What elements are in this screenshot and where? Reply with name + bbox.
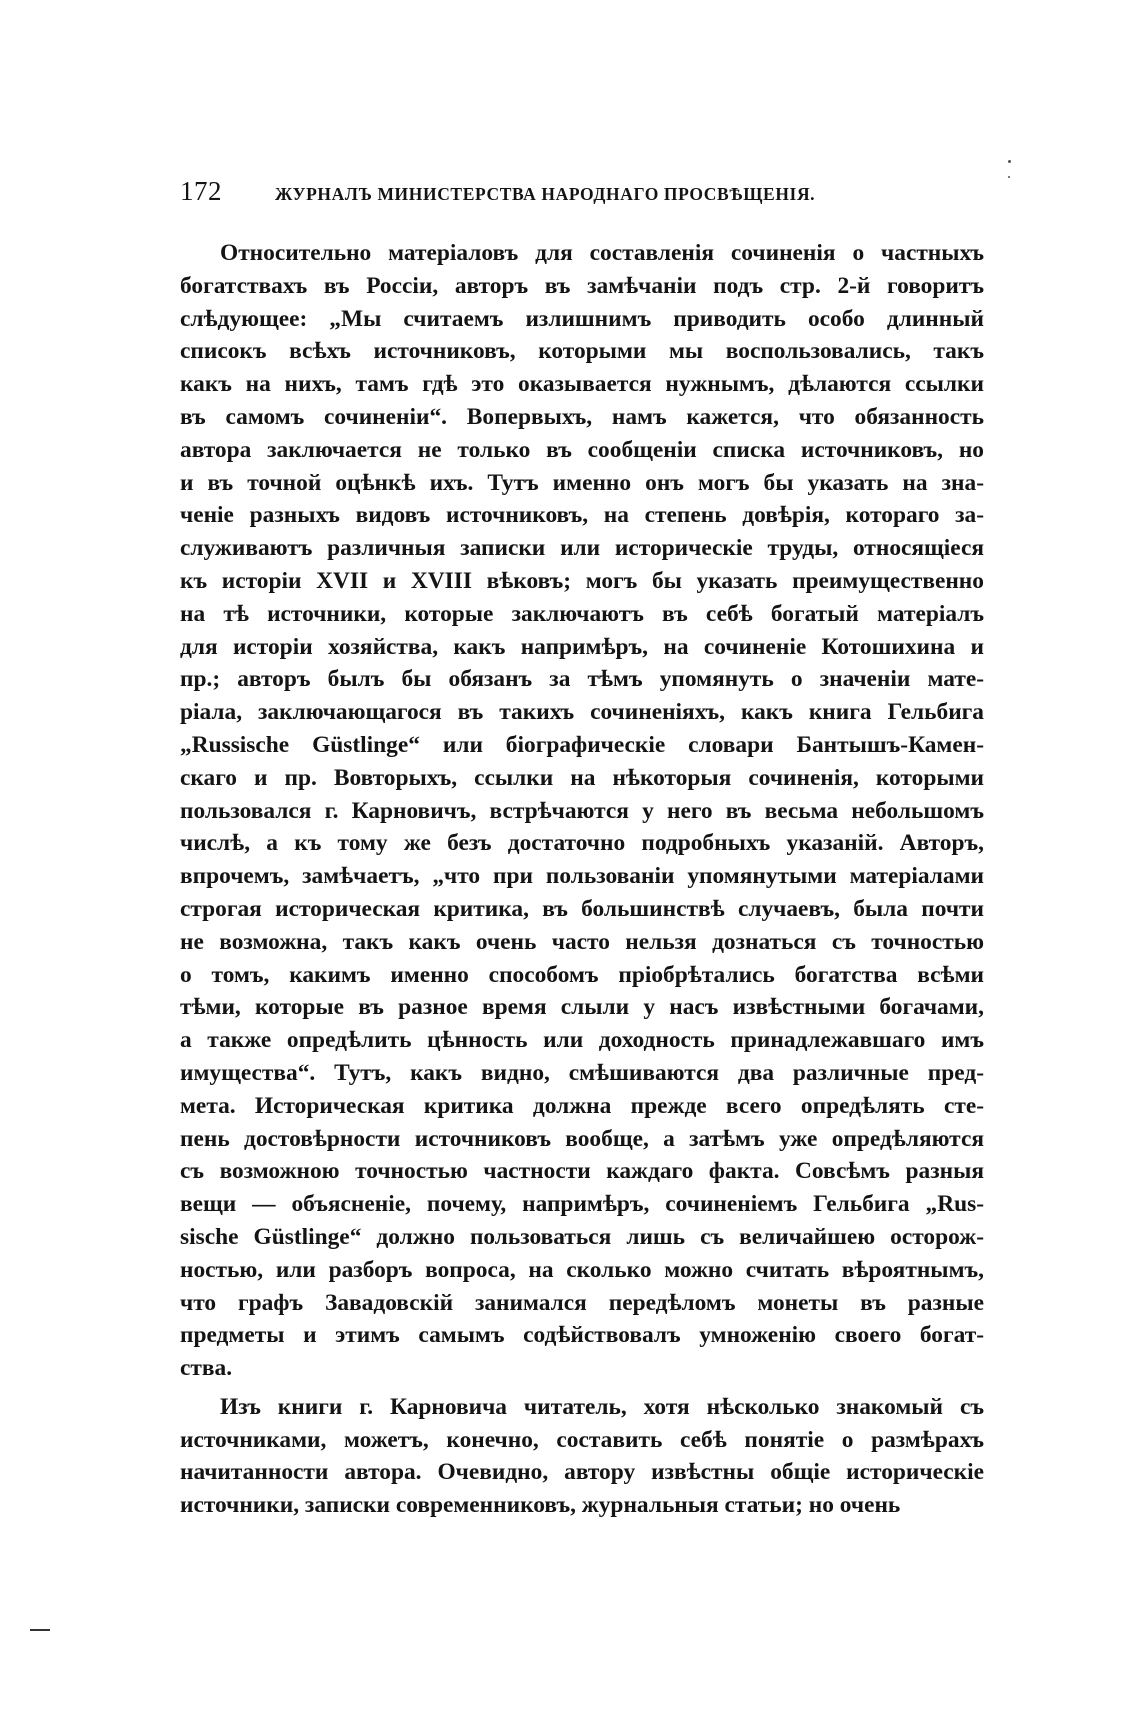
text-line: не возможна, такъ какъ очень часто нельзя дознаться съ точностью [180, 928, 984, 955]
text-line: пр.; авторъ былъ бы обязанъ за тѣмъ упомянуть о значеніи мате- [180, 666, 984, 693]
text-line: къ исторіи XVII и XVIII вѣковъ; могъ бы указать преимущественно [180, 567, 984, 594]
text-line: списокъ всѣхъ источниковъ, которыми мы воспользовались, такъ [180, 338, 984, 365]
print-speck [1008, 176, 1010, 178]
text-line: и въ точной оцѣнкѣ ихъ. Тутъ именно онъ могъ бы указать на зна- [180, 469, 984, 496]
text-line: Относительно матеріаловъ для составленія сочиненія о частныхъ [220, 240, 984, 266]
paragraph [180, 237, 984, 1385]
text-line: предметы и этимъ самымъ содѣйствовалъ умноженію своего богат- [180, 1322, 984, 1349]
text-line: о томъ, какимъ именно способомъ пріобрѣтались богатства всѣми [180, 961, 984, 988]
text-line: вещи — объясненіе, почему, напримѣръ, сочиненіемъ Гельбига „Rus- [180, 1191, 984, 1218]
page-header [180, 176, 980, 216]
text-line: какъ на нихъ, тамъ гдѣ это оказывается нужнымъ, дѣлаются ссылки [180, 371, 984, 398]
print-speck [1008, 160, 1011, 163]
text-line: имущества“. Тутъ, какъ видно, смѣшиваются два различные пред- [180, 1059, 984, 1086]
text-line: пень достовѣрности источниковъ вообще, а затѣмъ уже опредѣляются [180, 1125, 984, 1152]
text-line: sische Güstlinge“ должно пользоваться лишь съ величайшею осторож- [180, 1223, 984, 1250]
text-line: въ самомъ сочиненіи“. Вопервыхъ, намъ кажется, что обязанность [180, 403, 984, 430]
text-line: Изъ книги г. Карновича читатель, хотя нѣсколько знакомый съ [220, 1393, 984, 1420]
text-line: скаго и пр. Вовторыхъ, ссылки на нѣкоторыя сочиненія, которыми [180, 764, 984, 791]
text-line: пользовался г. Карновичъ, встрѣчаются у него въ весьма небольшомъ [180, 797, 984, 824]
text-line: на тѣ источники, которые заключаютъ въ себѣ богатый матеріалъ [180, 600, 984, 627]
text-line: ченіе разныхъ видовъ источниковъ, на степень довѣрія, котораго за- [180, 502, 984, 529]
text-line: источниками, можетъ, конечно, составить себѣ понятіе о размѣрахъ [180, 1426, 984, 1453]
text-line: начитанности автора. Очевидно, автору извѣстны общіе историческіе [180, 1459, 984, 1486]
text-line: числѣ, а къ тому же безъ достаточно подробныхъ указаній. Авторъ, [180, 830, 984, 857]
text-line: строгая историческая критика, въ большинствѣ случаевъ, была почти [180, 895, 984, 922]
page-number: 172 [180, 176, 222, 206]
text-line: служиваютъ различныя записки или историческіе труды, относящіеся [180, 535, 984, 562]
text-line: ства. [180, 1355, 233, 1382]
text-line: слѣдующее: „Мы считаемъ излишнимъ приводить особо длинный [180, 305, 984, 332]
text-line: автора заключается не только въ сообщеніи списка источниковъ, но [180, 436, 984, 463]
text-line: богатствахъ въ Россіи, авторъ въ замѣчаніи подъ стр. 2-й говоритъ [180, 272, 984, 299]
paragraph [180, 1391, 984, 1522]
text-line: что графъ Завадовскій занимался передѣломъ монеты въ разные [180, 1289, 984, 1316]
body-text [180, 237, 984, 1522]
text-line: ріала, заключающагося въ такихъ сочиненіяхъ, какъ книга Гельбига [180, 699, 984, 726]
text-line: для исторіи хозяйства, какъ напримѣръ, на сочиненіе Котошихина и [180, 633, 984, 660]
text-line: съ возможною точностью частности каждаго факта. Совсѣмъ разныя [180, 1158, 984, 1185]
text-line: источники, записки современниковъ, журнальныя статьи; но очень [180, 1492, 901, 1519]
text-line: а также опредѣлить цѣнность или доходность принадлежавшаго имъ [180, 1027, 984, 1054]
running-title: ЖУРНАЛЪ МИНИСТЕРСТВА НАРОДНАГО ПРОСВѢЩЕНІЯ. [275, 184, 816, 204]
margin-mark [30, 1629, 50, 1631]
text-line: тѣми, которые въ разное время слыли у насъ извѣстными богачами, [180, 994, 984, 1021]
text-line: мета. Историческая критика должна прежде всего опредѣлять сте- [180, 1092, 984, 1119]
text-line: „Russische Güstlinge“ или біографическіе словари Бантышъ-Камен- [180, 731, 984, 758]
text-line: ностью, или разборъ вопроса, на сколько можно считать вѣроятнымъ, [180, 1256, 984, 1283]
text-line: впрочемъ, замѣчаетъ, „что при пользованіи упомянутыми матеріалами [180, 863, 984, 890]
